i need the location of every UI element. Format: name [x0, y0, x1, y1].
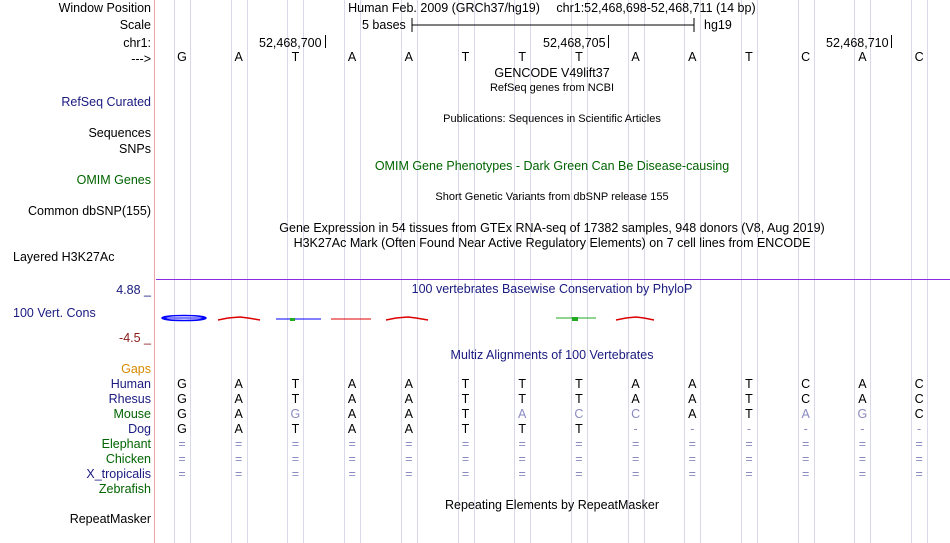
- alignment-base-human: A: [631, 377, 640, 391]
- species-label-mouse: Mouse: [113, 407, 151, 421]
- sequence-base: A: [688, 50, 697, 64]
- scale-bar-db: hg19: [704, 18, 732, 32]
- alignment-base-rhesus: T: [575, 392, 583, 406]
- alignment-base-mouse: T: [745, 407, 753, 421]
- alignment-base-dog: T: [461, 422, 470, 436]
- sequence-base: T: [461, 50, 470, 64]
- alignment-base-x_tropicalis: =: [915, 467, 923, 481]
- position-readout: chr1:52,468,698-52,468,711 (14 bp): [556, 1, 756, 15]
- species-label-zebrafish: Zebrafish: [98, 482, 151, 496]
- alignment-base-chicken: =: [178, 452, 186, 466]
- alignment-base-dog: A: [234, 422, 243, 436]
- alignment-base-mouse: A: [518, 407, 527, 421]
- alignment-base-dog: G: [177, 422, 187, 436]
- track-label-sequences[interactable]: Sequences: [88, 126, 151, 140]
- sequence-base: A: [347, 50, 357, 64]
- alignment-base-mouse: A: [688, 407, 697, 421]
- alignment-base-chicken: =: [915, 452, 923, 466]
- alignment-base-mouse: C: [631, 407, 641, 421]
- coord-tick-mark-3: [891, 35, 892, 48]
- alignment-base-rhesus: C: [801, 392, 811, 406]
- alignment-base-elephant: =: [802, 437, 810, 451]
- alignment-base-human: A: [858, 377, 867, 391]
- alignment-base-human: A: [347, 377, 357, 391]
- alignment-base-human: T: [518, 377, 526, 391]
- alignment-base-dog: -: [746, 422, 752, 436]
- genome-browser-image[interactable]: [156, 0, 950, 543]
- alignment-base-x_tropicalis: =: [348, 467, 356, 481]
- alignment-base-rhesus: A: [858, 392, 867, 406]
- alignment-base-dog: -: [917, 422, 922, 436]
- alignment-base-x_tropicalis: =: [291, 467, 300, 481]
- track-label-refseq-curated[interactable]: RefSeq Curated: [61, 95, 151, 109]
- alignment-base-mouse: G: [857, 407, 868, 421]
- alignment-base-elephant: =: [461, 437, 470, 451]
- cons-min-value: -4.5 _: [119, 331, 151, 345]
- alignment-base-dog: -: [803, 422, 808, 436]
- track-label-vert-cons[interactable]: 100 Vert. Cons: [13, 306, 96, 320]
- alignment-base-elephant: =: [405, 437, 413, 451]
- alignment-base-elephant: =: [858, 437, 867, 451]
- track-label-repeatmasker[interactable]: RepeatMasker: [69, 512, 151, 526]
- alignment-base-human: A: [688, 377, 697, 391]
- alignment-base-dog: A: [404, 422, 413, 436]
- conservation-wiggle: [156, 310, 950, 326]
- alignment-base-chicken: =: [575, 452, 583, 466]
- species-label-chicken: Chicken: [105, 452, 151, 466]
- alignment-base-human: A: [234, 377, 243, 391]
- coord-tick-3: 52,468,710: [826, 36, 889, 50]
- alignment-base-mouse: C: [574, 407, 584, 421]
- track-label-snps[interactable]: SNPs: [119, 142, 151, 156]
- alignment-base-chicken: =: [802, 452, 810, 466]
- species-label-rhesus: Rhesus: [108, 392, 151, 406]
- track-label-common-dbsnp[interactable]: Common dbSNP(155): [28, 204, 151, 218]
- track-label-layered-h3k27ac[interactable]: Layered H3K27Ac: [13, 250, 115, 264]
- alignment-base-human: A: [404, 377, 413, 391]
- alignment-base-rhesus: T: [291, 392, 300, 406]
- alignment-base-chicken: =: [348, 452, 356, 466]
- alignment-base-mouse: T: [461, 407, 470, 421]
- track-title-refseq[interactable]: RefSeq genes from NCBI: [489, 82, 615, 94]
- alignment-base-rhesus: A: [404, 392, 413, 406]
- alignment-base-dog: -: [633, 422, 638, 436]
- cons-max-value: 4.88 _: [116, 283, 151, 297]
- sequence-base: G: [177, 50, 187, 64]
- alignment-base-x_tropicalis: =: [802, 467, 810, 481]
- species-label-elephant: Elephant: [101, 437, 151, 451]
- alignment-base-mouse: G: [177, 407, 187, 421]
- track-title-multiz[interactable]: Multiz Alignments of 100 Vertebrates: [450, 348, 654, 362]
- alignment-base-x_tropicalis: =: [178, 467, 186, 481]
- alignment-base-x_tropicalis: =: [631, 467, 640, 481]
- alignment-base-x_tropicalis: =: [745, 467, 753, 481]
- alignment-base-mouse: A: [404, 407, 413, 421]
- alignment-base-chicken: =: [631, 452, 640, 466]
- label-separator: [154, 0, 155, 543]
- alignment-base-mouse: A: [347, 407, 357, 421]
- alignment-base-dog: -: [690, 422, 695, 436]
- sequence-base: A: [404, 50, 413, 64]
- sequence-base: C: [801, 50, 811, 64]
- alignment-base-elephant: =: [688, 437, 696, 451]
- track-title-h3k27ac[interactable]: H3K27Ac Mark (Often Found Near Active Regulatory Elements) on 7 cell lines from ENCODE: [293, 236, 811, 250]
- alignment-base-rhesus: T: [518, 392, 526, 406]
- alignment-base-dog: -: [860, 422, 865, 436]
- alignment-base-x_tropicalis: =: [575, 467, 583, 481]
- sequence-base: A: [234, 50, 243, 64]
- track-label-omim-genes[interactable]: OMIM Genes: [76, 173, 151, 187]
- alignment-base-elephant: =: [235, 437, 243, 451]
- alignment-base-x_tropicalis: =: [688, 467, 696, 481]
- alignment-base-mouse: C: [914, 407, 924, 421]
- alignment-base-x_tropicalis: =: [518, 467, 526, 481]
- alignment-base-human: C: [801, 377, 811, 391]
- coord-tick-2: 52,468,705: [543, 36, 606, 50]
- alignment-base-mouse: G: [290, 407, 301, 421]
- alignment-base-elephant: =: [518, 437, 526, 451]
- label-window-position: Window Position: [58, 1, 151, 15]
- alignment-base-rhesus: T: [745, 392, 753, 406]
- alignment-base-rhesus: T: [461, 392, 470, 406]
- label-chromosome: chr1:: [123, 36, 151, 50]
- conservation-top-line: [156, 279, 950, 280]
- sequence-base: C: [914, 50, 924, 64]
- species-label-human: Human: [110, 377, 151, 391]
- alignment-base-rhesus: A: [234, 392, 243, 406]
- alignment-base-dog: T: [575, 422, 583, 436]
- alignment-base-elephant: =: [178, 437, 186, 451]
- track-title-publications[interactable]: Publications: Sequences in Scientific Articles: [443, 113, 661, 125]
- label-strand-arrow[interactable]: --->: [131, 52, 151, 66]
- alignment-base-rhesus: G: [177, 392, 187, 406]
- alignment-base-human: T: [291, 377, 300, 391]
- sequence-base: T: [575, 50, 583, 64]
- track-label-gaps[interactable]: Gaps: [121, 362, 151, 376]
- alignment-base-human: T: [461, 377, 470, 391]
- alignment-base-rhesus: A: [631, 392, 640, 406]
- alignment-base-x_tropicalis: =: [858, 467, 867, 481]
- alignment-base-chicken: =: [688, 452, 696, 466]
- coord-tick-1: 52,468,700: [259, 36, 322, 50]
- track-title-gencode[interactable]: GENCODE V49lift37: [494, 66, 610, 80]
- track-title-phylop[interactable]: 100 vertebrates Basewise Conservation by PhyloP: [411, 282, 693, 296]
- track-title-gtex[interactable]: Gene Expression in 54 tissues from GTEx RNA-seq of 17382 samples, 948 donors (V8, Aug 2019): [279, 221, 825, 235]
- alignment-base-x_tropicalis: =: [405, 467, 413, 481]
- alignment-base-chicken: =: [461, 452, 470, 466]
- alignment-base-elephant: =: [348, 437, 356, 451]
- sequence-base: A: [631, 50, 640, 64]
- sequence-base: T: [291, 50, 300, 64]
- scale-bar-label: 5 bases: [362, 18, 406, 32]
- label-scale: Scale: [119, 18, 151, 32]
- alignment-base-chicken: =: [518, 452, 526, 466]
- alignment-base-chicken: =: [745, 452, 753, 466]
- alignment-base-chicken: =: [405, 452, 413, 466]
- track-labels-panel: [0, 0, 153, 543]
- alignment-base-dog: A: [347, 422, 357, 436]
- alignment-base-mouse: A: [801, 407, 810, 421]
- coord-tick-mark-2: [608, 35, 609, 48]
- track-title-repeatmasker[interactable]: Repeating Elements by RepeatMasker: [444, 498, 660, 512]
- alignment-base-rhesus: C: [914, 392, 924, 406]
- alignment-base-chicken: =: [858, 452, 867, 466]
- species-label-x-tropicalis: X_tropicalis: [86, 467, 151, 481]
- alignment-base-elephant: =: [575, 437, 583, 451]
- alignment-base-chicken: =: [291, 452, 300, 466]
- alignment-base-elephant: =: [915, 437, 923, 451]
- track-title-dbsnp[interactable]: Short Genetic Variants from dbSNP release 155: [435, 191, 669, 203]
- alignment-base-rhesus: A: [347, 392, 357, 406]
- scale-bar: [411, 17, 696, 33]
- alignment-base-elephant: =: [631, 437, 640, 451]
- alignment-base-dog: T: [518, 422, 526, 436]
- track-title-omim[interactable]: OMIM Gene Phenotypes - Dark Green Can Be Disease-causing: [374, 159, 730, 173]
- alignment-base-human: G: [177, 377, 187, 391]
- alignment-base-mouse: A: [234, 407, 243, 421]
- alignment-base-rhesus: A: [688, 392, 697, 406]
- alignment-base-chicken: =: [235, 452, 243, 466]
- sequence-base: A: [858, 50, 867, 64]
- alignment-base-dog: T: [291, 422, 300, 436]
- alignment-base-human: T: [745, 377, 753, 391]
- alignment-base-elephant: =: [291, 437, 300, 451]
- alignment-base-x_tropicalis: =: [461, 467, 470, 481]
- alignment-base-x_tropicalis: =: [235, 467, 243, 481]
- sequence-base: T: [745, 50, 753, 64]
- alignment-base-human: C: [914, 377, 924, 391]
- coord-tick-mark-1: [325, 35, 326, 48]
- alignment-base-elephant: =: [745, 437, 753, 451]
- sequence-base: T: [518, 50, 526, 64]
- alignment-base-human: T: [575, 377, 583, 391]
- species-label-dog: Dog: [128, 422, 151, 436]
- assembly-title: Human Feb. 2009 (GRCh37/hg19): [348, 1, 540, 15]
